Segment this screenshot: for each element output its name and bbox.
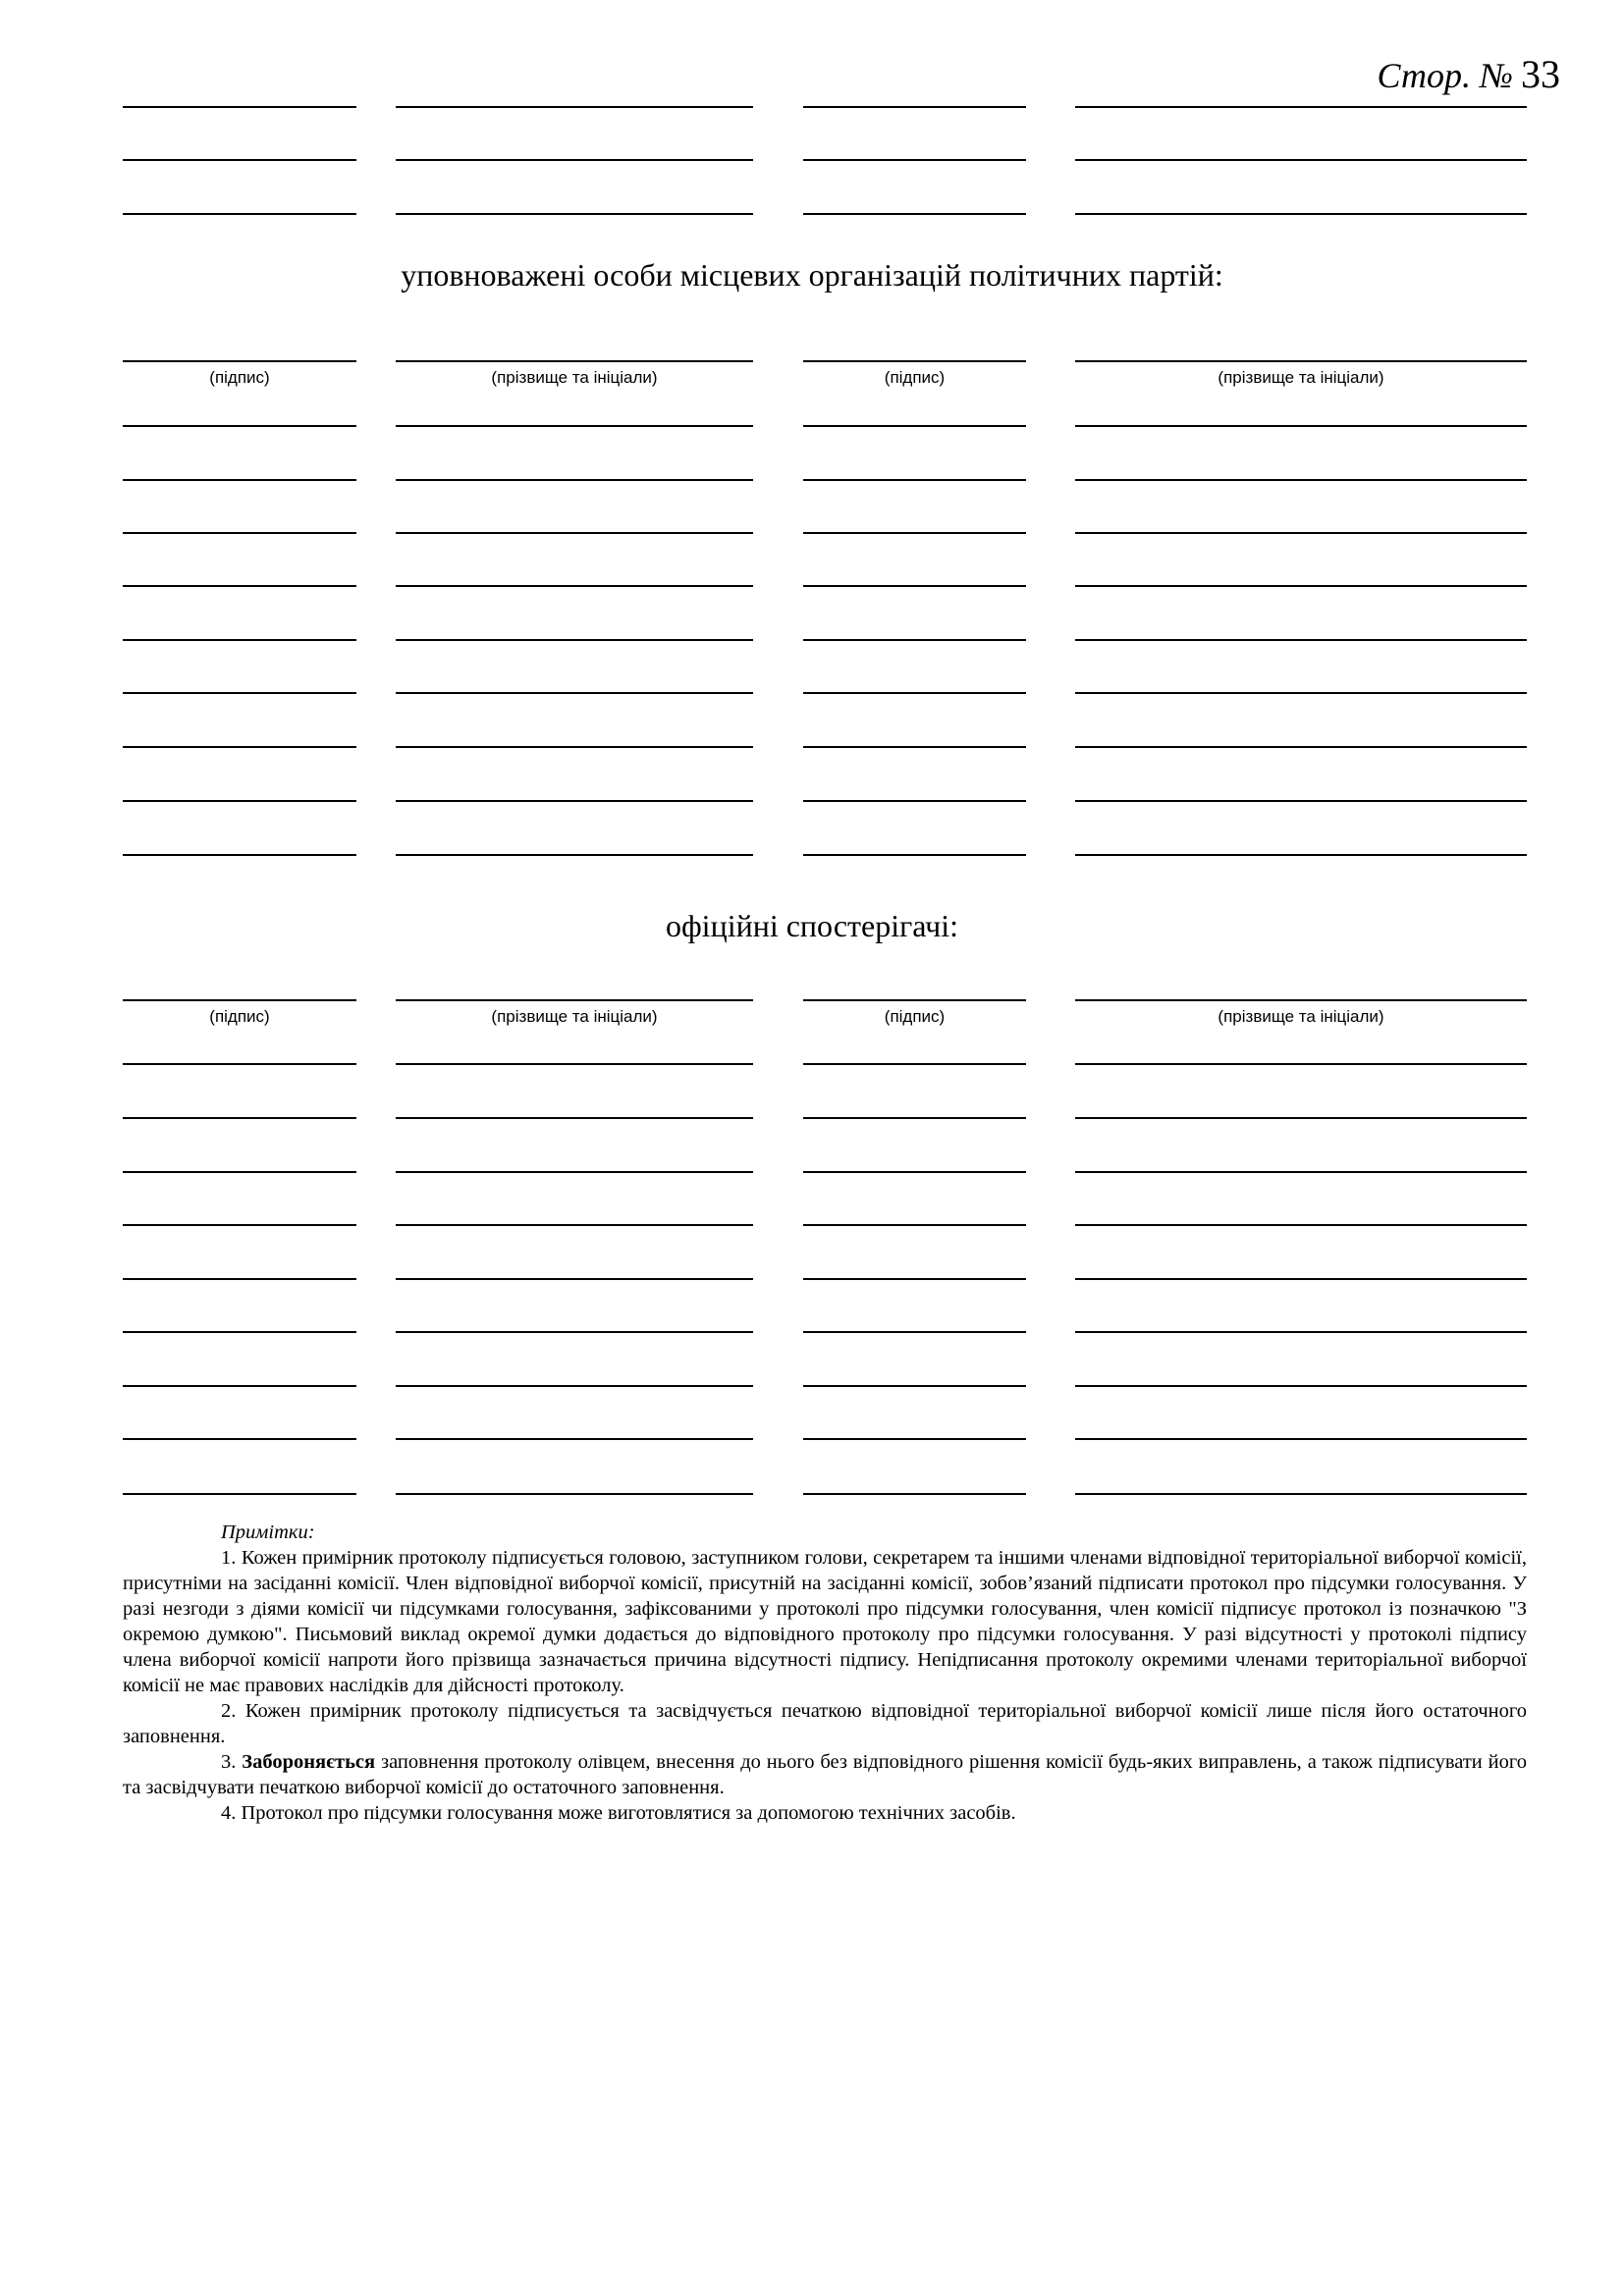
name-line — [396, 585, 753, 587]
signature-line — [803, 1385, 1026, 1387]
signature-line — [123, 1224, 356, 1226]
name-line — [396, 639, 753, 641]
name-line — [396, 106, 753, 108]
name-line — [396, 159, 753, 161]
signature-row — [0, 800, 1624, 802]
name-line — [1075, 585, 1527, 587]
name-line — [396, 1063, 753, 1065]
signature-line — [123, 106, 356, 108]
signature-line — [803, 1493, 1026, 1495]
name-line — [1075, 639, 1527, 641]
name-line — [1075, 746, 1527, 748]
name-caption: (прізвище та ініціали) — [491, 1007, 658, 1026]
notes-section — [123, 1520, 1527, 1826]
signature-line — [803, 213, 1026, 215]
signature-header-row — [0, 360, 1624, 387]
name-line — [396, 532, 753, 534]
signature-line — [803, 106, 1026, 108]
name-line — [1075, 999, 1527, 1026]
name-line — [1075, 479, 1527, 481]
official-observers-heading: офіційні спостерігачі: — [665, 908, 959, 943]
signature-line — [803, 159, 1026, 161]
signature-line — [123, 639, 356, 641]
name-line — [396, 854, 753, 856]
page-number — [1378, 51, 1560, 97]
page-number-value: 33 — [1521, 52, 1560, 96]
signature-caption: (підпис) — [884, 368, 946, 387]
name-line — [396, 479, 753, 481]
signature-line — [803, 425, 1026, 427]
name-line — [1075, 1224, 1527, 1226]
name-line — [1075, 1493, 1527, 1495]
signature-caption: (підпис) — [209, 368, 270, 387]
note-item-3-number: 3. — [221, 1751, 237, 1773]
signature-line — [123, 1063, 356, 1065]
signature-row — [0, 746, 1624, 748]
name-line — [396, 1171, 753, 1173]
signature-line — [803, 1438, 1026, 1440]
signature-line — [803, 800, 1026, 802]
signature-line — [123, 999, 356, 1026]
signature-row — [0, 1438, 1624, 1440]
name-line — [396, 1117, 753, 1119]
name-line — [396, 800, 753, 802]
name-line — [1075, 1117, 1527, 1119]
signature-row — [0, 1278, 1624, 1280]
note-item-3-text: заповнення протоколу олівцем, внесення до нього без відповідного рішення комісії будь-яких виправлень, а також підписувати його та засвідчувати печаткою виборчої комісії до остаточного заповнення. — [123, 1751, 1528, 1798]
signature-line — [803, 692, 1026, 694]
signature-line — [803, 532, 1026, 534]
signature-row — [0, 1171, 1624, 1173]
name-line — [1075, 360, 1527, 387]
signature-line — [803, 1331, 1026, 1333]
name-line — [1075, 1385, 1527, 1387]
signature-row — [0, 854, 1624, 856]
signature-row — [0, 1224, 1624, 1226]
signature-row — [0, 106, 1624, 108]
signature-line — [803, 1171, 1026, 1173]
signature-row — [0, 479, 1624, 481]
signature-line — [123, 1117, 356, 1119]
name-line — [1075, 1063, 1527, 1065]
signature-line — [123, 1171, 356, 1173]
signature-row — [0, 692, 1624, 694]
name-caption: (прізвище та ініціали) — [491, 368, 658, 387]
name-line — [1075, 692, 1527, 694]
signature-line — [123, 213, 356, 215]
signature-line — [123, 854, 356, 856]
signature-row — [0, 1385, 1624, 1387]
signature-row — [0, 425, 1624, 427]
name-line — [396, 999, 753, 1026]
signature-line — [803, 746, 1026, 748]
name-line — [1075, 213, 1527, 215]
signature-row — [0, 1493, 1624, 1495]
signature-row — [0, 585, 1624, 587]
name-line — [396, 746, 753, 748]
signature-row — [0, 159, 1624, 161]
signature-row — [0, 1063, 1624, 1065]
name-line — [396, 425, 753, 427]
signature-row — [0, 532, 1624, 534]
signature-caption: (підпис) — [209, 1007, 270, 1026]
signature-line — [123, 159, 356, 161]
name-line — [396, 692, 753, 694]
signature-line — [803, 999, 1026, 1026]
party-representatives-heading: уповноважені особи місцевих організацій політичних партій: — [401, 257, 1223, 293]
note-item-2: 2. Кожен примірник протоколу підписується та засвідчується печаткою відповідної територіальної виборчої комісії лише після його остаточного заповнення. — [123, 1700, 1527, 1747]
name-line — [1075, 1171, 1527, 1173]
name-line — [1075, 1331, 1527, 1333]
signature-line — [123, 1331, 356, 1333]
signature-line — [123, 692, 356, 694]
signature-line — [803, 1224, 1026, 1226]
note-item-3-bold: Забороняється — [242, 1751, 376, 1773]
name-line — [396, 1278, 753, 1280]
signature-line — [803, 479, 1026, 481]
signature-line — [123, 585, 356, 587]
signature-line — [123, 800, 356, 802]
signature-line — [803, 639, 1026, 641]
signature-caption: (підпис) — [884, 1007, 946, 1026]
name-line — [396, 1331, 753, 1333]
note-item-3 — [123, 1749, 1527, 1800]
name-caption: (прізвище та ініціали) — [1218, 368, 1384, 387]
signature-line — [123, 1385, 356, 1387]
name-line — [1075, 1438, 1527, 1440]
name-line — [396, 1493, 753, 1495]
signature-line — [123, 1278, 356, 1280]
signature-row — [0, 1331, 1624, 1333]
name-line — [1075, 1278, 1527, 1280]
signature-row — [0, 639, 1624, 641]
name-line — [1075, 800, 1527, 802]
name-line — [396, 1224, 753, 1226]
signature-line — [803, 1278, 1026, 1280]
name-line — [396, 213, 753, 215]
name-line — [396, 360, 753, 387]
signature-line — [123, 479, 356, 481]
name-line — [1075, 106, 1527, 108]
name-line — [396, 1438, 753, 1440]
signature-line — [123, 746, 356, 748]
signature-row — [0, 1117, 1624, 1119]
signature-line — [803, 585, 1026, 587]
signature-line — [123, 1493, 356, 1495]
name-line — [396, 1385, 753, 1387]
signature-line — [803, 1117, 1026, 1119]
page-number-label: Стор. № — [1377, 56, 1513, 95]
signature-line — [803, 360, 1026, 387]
signature-line — [803, 854, 1026, 856]
name-line — [1075, 532, 1527, 534]
note-item-4: 4. Протокол про підсумки голосування може виготовлятися за допомогою технічних засобів. — [221, 1802, 1016, 1824]
name-line — [1075, 159, 1527, 161]
signature-line — [803, 1063, 1026, 1065]
name-line — [1075, 425, 1527, 427]
signature-header-row — [0, 999, 1624, 1026]
signature-line — [123, 360, 356, 387]
signature-row — [0, 213, 1624, 215]
note-item-1: 1. Кожен примірник протоколу підписується головою, заступником голови, секретарем та іншими членами відповідної територіальної виборчої комісії, присутніми на засіданні комісії. Член відповідної виборчої комісії, присутній на засіданні комісії, зобов’язаний підписати протокол про підсумки голосування. У разі незгоди з діями комісії чи підсумками голосування, зафіксованими у протоколі про підсумки голосування, член комісії підписує протокол із позначкою "З окремою думкою". Письмовий виклад окремої думки додається до відповідного протоколу про підсумки голосування. У разі відсутності у протоколі підпису члена виборчої комісії напроти його прізвища зазначається причина відсутності підпису. Непідписання протоколу окремими членами територіальної виборчої комісії не має правових наслідків для дійсності протоколу. — [123, 1547, 1527, 1696]
signature-line — [123, 1438, 356, 1440]
notes-title: Примітки: — [221, 1522, 315, 1543]
name-line — [1075, 854, 1527, 856]
signature-line — [123, 532, 356, 534]
signature-line — [123, 425, 356, 427]
name-caption: (прізвище та ініціали) — [1218, 1007, 1384, 1026]
